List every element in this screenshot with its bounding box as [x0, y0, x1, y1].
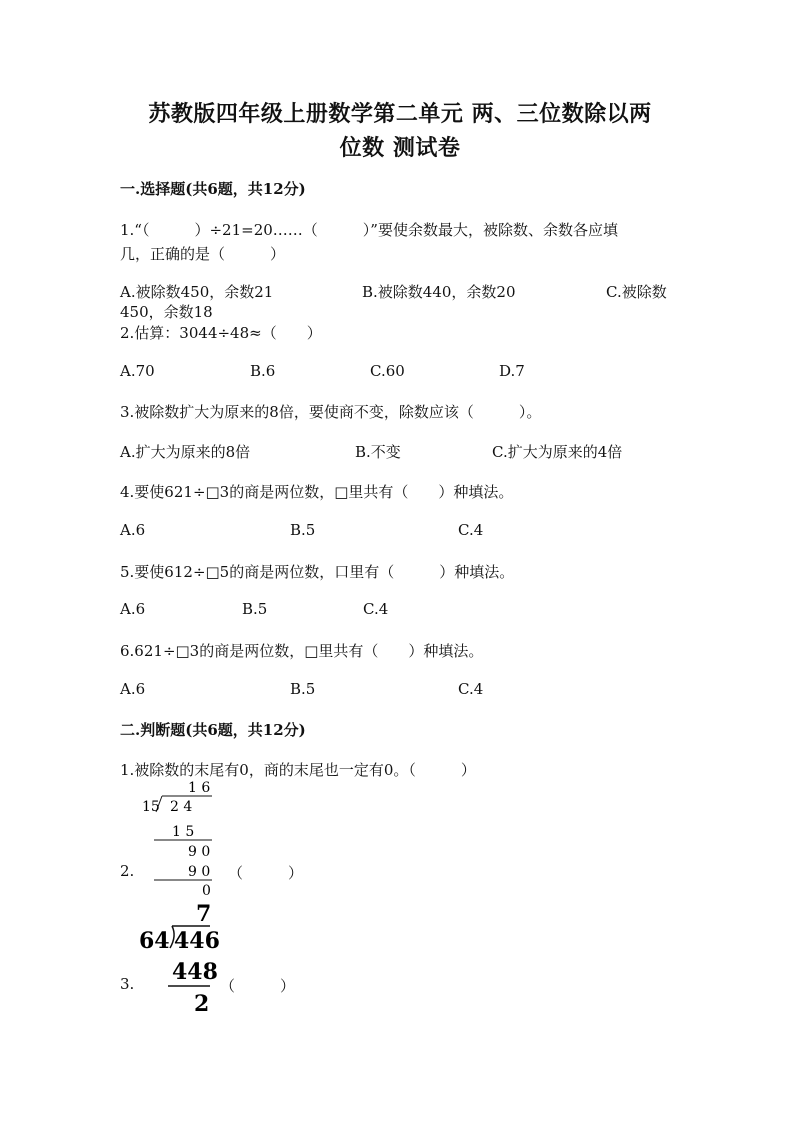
- q2-remainder: 0: [202, 883, 211, 898]
- q2-step1: 1 5: [172, 824, 195, 840]
- q2-step3: 9 0: [188, 864, 211, 880]
- q1-stem-line2: 几，正确的是（ ）: [120, 245, 286, 263]
- q3-option-b: B.不变: [355, 443, 401, 461]
- q1-option-c: C.被除数: [606, 283, 667, 301]
- q3-option-a: A.扩大为原来的8倍: [120, 443, 251, 461]
- judge-q1-stem: 1.被除数的末尾有0，商的末尾也一定有0。（ ）: [120, 761, 476, 779]
- q2-option-a: A.70: [120, 362, 155, 380]
- q3-dividend: 446: [174, 928, 220, 954]
- q4-stem: 4.要使621÷□3的商是两位数，□里共有（ ）种填法。: [120, 483, 514, 501]
- q2-stem: 2.估算：3044÷48≈（ ）: [120, 324, 322, 342]
- q2-option-c: C.60: [370, 362, 405, 380]
- page-title-line1: 苏教版四年级上册数学第二单元 两、三位数除以两: [148, 101, 652, 127]
- judge-q3-blank: （ ）: [220, 977, 296, 995]
- q3-remainder: 2: [194, 991, 210, 1017]
- q6-option-c: C.4: [458, 680, 484, 698]
- q3-stem: 3.被除数扩大为原来的8倍，要使商不变，除数应该（ ）。: [120, 403, 542, 421]
- q2-divisor: 15: [142, 799, 160, 815]
- judge-q2-label: 2.: [120, 862, 135, 880]
- section2-heading: 二.判断题(共6题，共12分): [120, 721, 306, 739]
- judge-q3-label: 3.: [120, 975, 135, 993]
- q1-option-a: A.被除数450，余数21: [120, 283, 274, 301]
- judge-q2-blank: （ ）: [228, 864, 304, 882]
- q6-option-a: A.6: [120, 680, 146, 698]
- q4-option-c: C.4: [458, 521, 484, 539]
- q3-quotient: 7: [196, 901, 212, 927]
- judge-q2-division-figure: [130, 776, 240, 898]
- q4-option-b: B.5: [290, 521, 316, 539]
- q4-option-a: A.6: [120, 521, 146, 539]
- q2-step2: 9 0: [188, 844, 211, 860]
- q2-dividend: 2 4: [170, 799, 193, 815]
- q2-option-b: B.6: [250, 362, 276, 380]
- q1-option-c-cont: 450，余数18: [120, 303, 213, 321]
- q1-stem-line1: 1.“（ ）÷21=20……（ ）”要使余数最大，被除数、余数各应填: [120, 221, 618, 239]
- q6-stem: 6.621÷□3的商是两位数，□里共有（ ）种填法。: [120, 642, 484, 660]
- q3-option-c: C.扩大为原来的4倍: [492, 443, 623, 461]
- judge-q3-division-figure: [130, 898, 240, 1020]
- q3-divisor: 64: [139, 928, 170, 954]
- q1-option-b: B.被除数440，余数20: [362, 283, 516, 301]
- q5-option-a: A.6: [120, 600, 146, 618]
- q2-option-d: D.7: [499, 362, 525, 380]
- q5-option-b: B.5: [242, 600, 268, 618]
- section1-heading: 一.选择题(共6题，共12分): [120, 180, 306, 198]
- q5-option-c: C.4: [363, 600, 389, 618]
- q5-stem: 5.要使612÷□5的商是两位数，口里有（ ）种填法。: [120, 563, 515, 581]
- q2-quotient: 1 6: [188, 780, 211, 796]
- q3-product: 448: [172, 959, 218, 985]
- q6-option-b: B.5: [290, 680, 316, 698]
- page-title-line2: 位数 测试卷: [339, 135, 461, 161]
